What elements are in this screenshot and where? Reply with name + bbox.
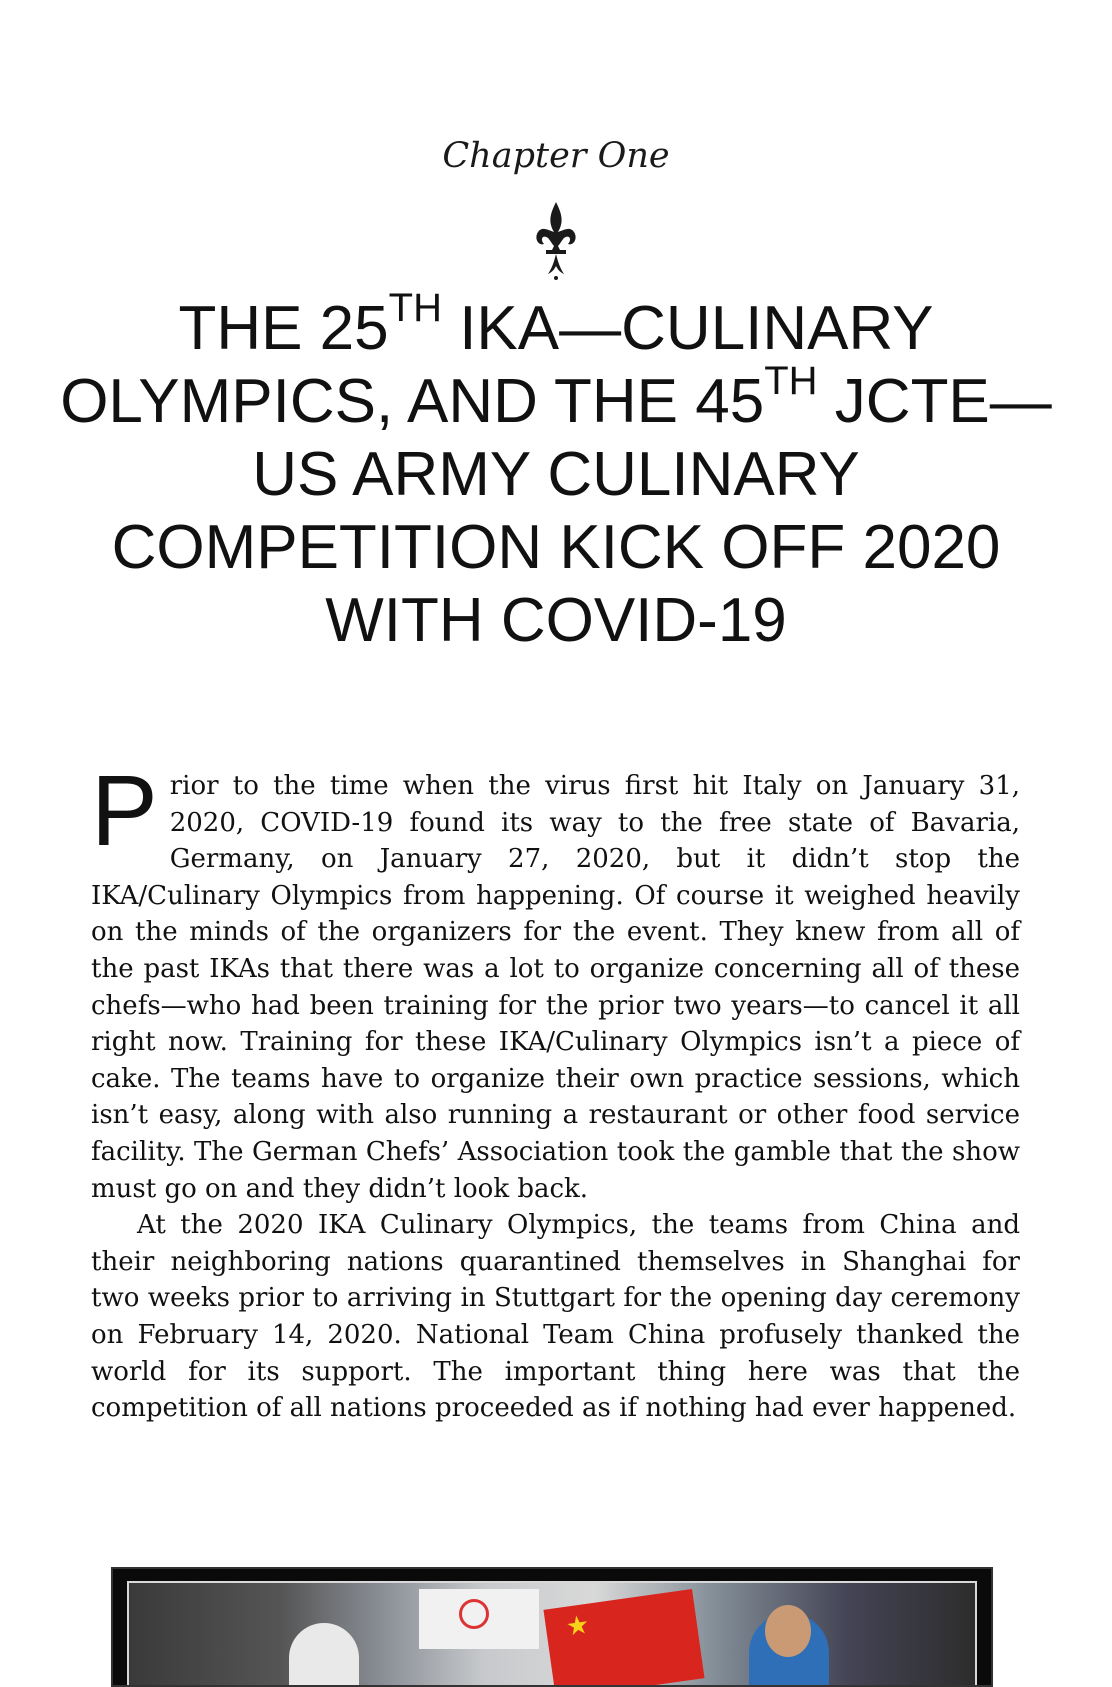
chapter-label: Chapter One xyxy=(442,136,670,176)
title-superscript-1: TH xyxy=(388,286,442,331)
title-part-3: JCTE—US ARMY CULINARY COMPETITION KICK OFF 2020 WITH COVID-19 xyxy=(111,367,1052,655)
fleur-de-lis-icon xyxy=(534,200,578,282)
title-superscript-2: TH xyxy=(764,359,818,404)
chapter-title xyxy=(60,286,1052,657)
person-right-head xyxy=(765,1605,811,1657)
flag-star-icon: ★ xyxy=(564,1609,592,1643)
title-part-2: IKA—CULINARY OLYMPICS, AND THE 45 xyxy=(60,294,934,436)
event-banner xyxy=(419,1589,539,1649)
photo-frame xyxy=(111,1567,993,1687)
body-text xyxy=(91,755,1020,1427)
paragraph-1-text: rior to the time when the virus first hit Italy on January 31, 2020, COVID-19 found its way to the free state of Bavaria, Germany, on January 27, 2020, but it didn’t stop the IKA/Culinary Olympics from happening. Of course it weighed heavily on the minds of the organizers for the event. They knew from all of the past IKAs that there was a lot to organize concerning all of these chefs—who had been training for the prior two years—to cancel it all right now. Training for these IKA/Culinary Olympics isn’t a piece of cake. The teams have to organize their own practice sessions, which isn’t easy, along with also running a restaurant or other food service facility. The German Chefs’ Association took the gamble that the show must go on and they didn’t look back. xyxy=(91,771,1020,1204)
title-part-1: THE 25 xyxy=(178,294,389,363)
paragraph-1 xyxy=(91,755,1020,1207)
drop-cap: P xyxy=(91,755,158,867)
photo xyxy=(127,1581,977,1687)
paragraph-2: At the 2020 IKA Culinary Olympics, the teams from China and their neighboring nations quarantined themselves in Shanghai for two weeks prior to arriving in Stuttgart for the opening day ceremony on February 14, 2020. National Team China profusely thanked the world for its support. The important thing here was that the competition of all nations proceeded as if nothing had ever happened. xyxy=(91,1210,1020,1424)
person-left xyxy=(289,1623,359,1687)
event-logo xyxy=(459,1599,489,1629)
